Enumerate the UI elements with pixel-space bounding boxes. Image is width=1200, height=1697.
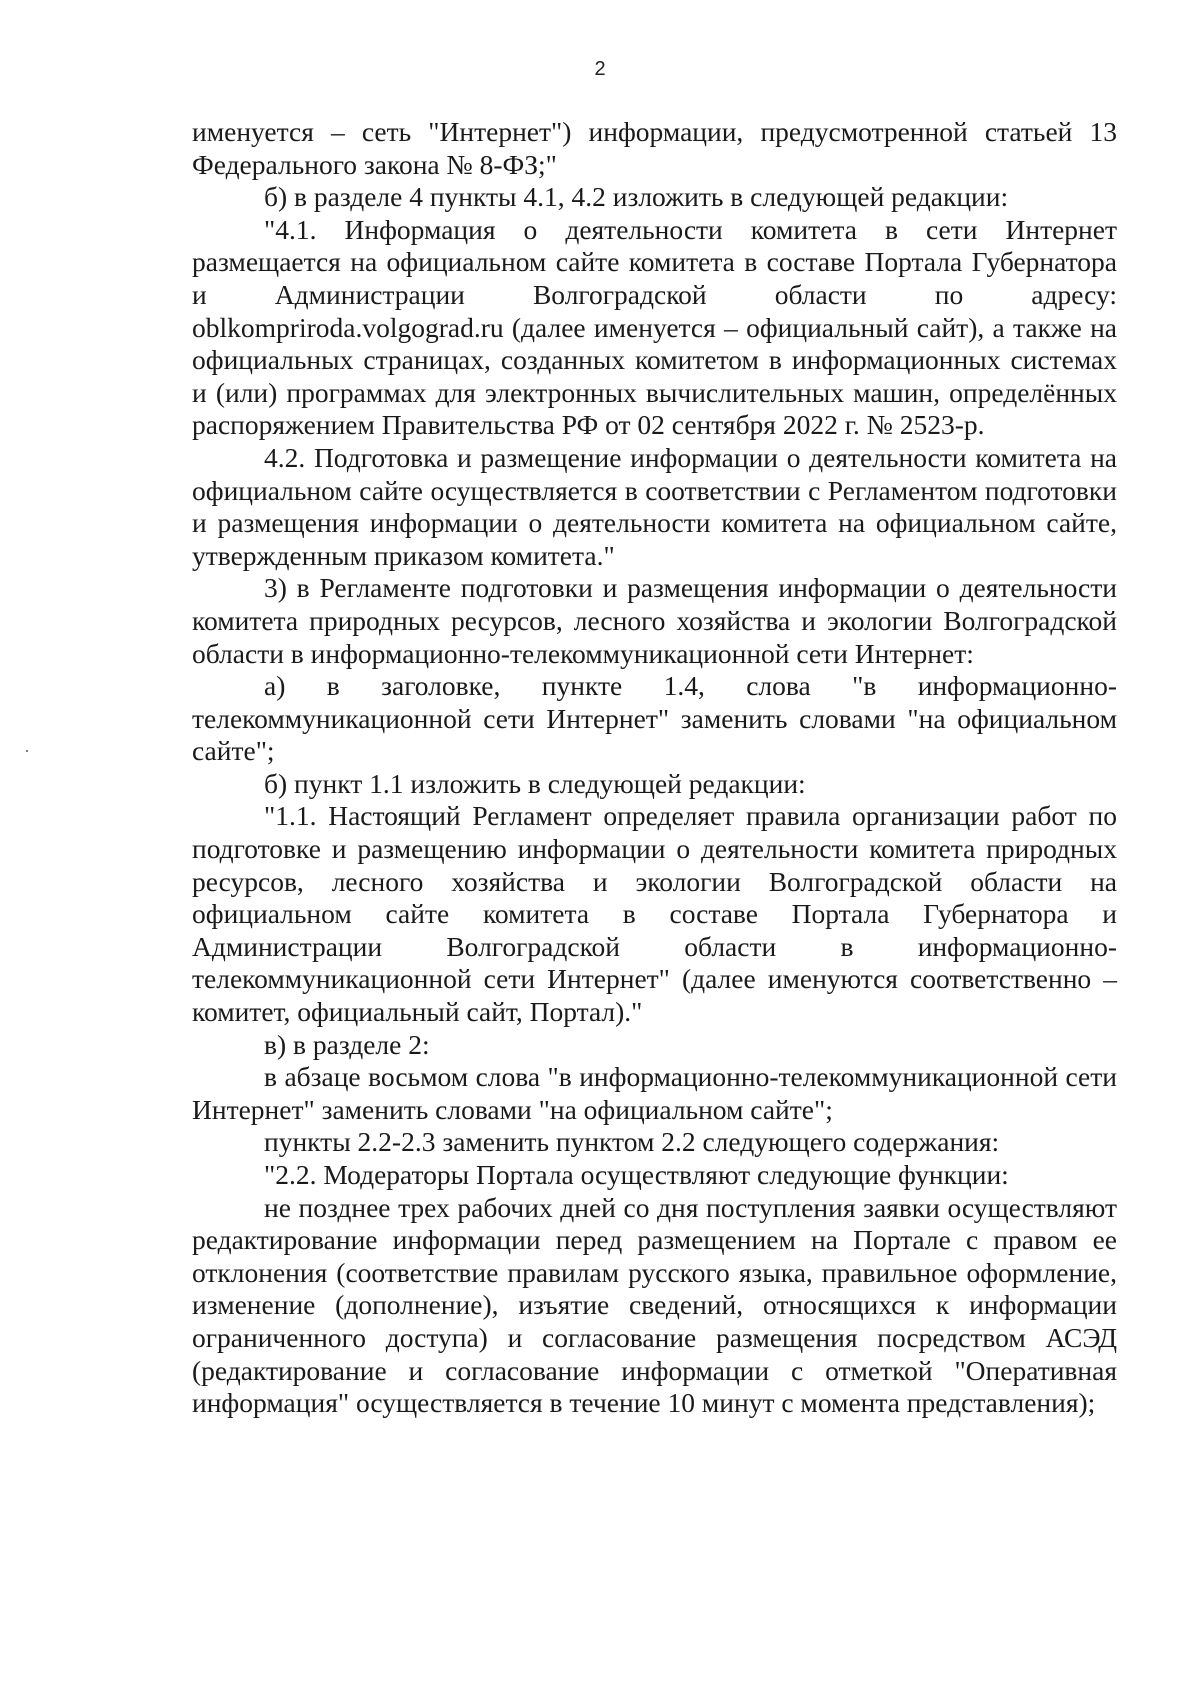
paragraph-item-4-1: "4.1. Информация о деятельности комитета в сети Интернет размещается на официальном сайте комитета в составе Портала Губернатора и Администрации Волгоградской области по адресу: oblkompriroda.volgograd.ru (далее именуется – официальный сайт), а также на официальных страницах, созданных комитетом в информационных системах и (или) программах для электронных вычислительных машин, определённых распоряжением Правительства РФ от 02 сентября 2022 г. № 2523-р. <box>192 213 1117 441</box>
document-body <box>192 116 1117 1420</box>
scan-speck <box>26 750 28 752</box>
paragraph-continuation: именуется – сеть "Интернет") информации, предусмотренной статьей 13 Федерального закона № 8-ФЗ;" <box>192 116 1117 180</box>
paragraph-item-3: 3) в Регламенте подготовки и размещения информации о деятельности комитета природных ресурсов, лесного хозяйства и экологии Волгоградской области в информационно-телекоммуникационной сети Интернет: <box>192 572 1117 669</box>
paragraph-section-4-intro: б) в разделе 4 пункты 4.1, 4.2 изложить в следующей редакции: <box>264 181 1009 213</box>
paragraph-item-4-2: 4.2. Подготовка и размещение информации о деятельности комитета на официальном сайте осуществляется в соответствии с Регламентом подготовки и размещения информации о деятельности комитета на официальном сайте, утвержденным приказом комитета." <box>192 441 1117 571</box>
paragraph-moderator-functions: не позднее трех рабочих дней со дня поступления заявки осуществляют редактирование информации перед размещением на Портале с правом ее отклонения (соответствие правилам русского языка, правильное оформление, изменение (дополнение), изъятие сведений, относящихся к информации ограниченного доступа) и согласование размещения посредством АСЭД (редактирование и согласование информации с отметкой "Оперативная информация" осуществляется в течение 10 минут с момента представления); <box>192 1191 1117 1419</box>
paragraph-item-v: в) в разделе 2: <box>264 1028 430 1060</box>
page-number: 2 <box>594 58 606 80</box>
paragraph-item-b: б) пункт 1.1 изложить в следующей редакции: <box>264 767 806 799</box>
paragraph-item-a: а) в заголовке, пункте 1.4, слова "в информационно-телекоммуникационной сети Интернет" заменить словами "на официальном сайте"; <box>192 670 1117 767</box>
paragraph-items-2-2-2-3: пункты 2.2-2.3 заменить пунктом 2.2 следующего содержания: <box>264 1126 1000 1158</box>
paragraph-item-1-1: "1.1. Настоящий Регламент определяет правила организации работ по подготовке и размещению информации о деятельности комитета природных ресурсов, лесного хозяйства и экологии Волгоградской области на официальном сайте комитета в составе Портала Губернатора и Администрации Волгоградской области в информационно-телекоммуникационной сети Интернет" (далее именуются соответственно – комитет, официальный сайт, Портал)." <box>192 800 1117 1028</box>
paragraph-item-2-2: "2.2. Модераторы Портала осуществляют следующие функции: <box>264 1159 1009 1190</box>
paragraph-abzac-8: в абзаце восьмом слова "в информационно-телекоммуникационной сети Интернет" заменить словами "на официальном сайте"; <box>192 1061 1117 1125</box>
